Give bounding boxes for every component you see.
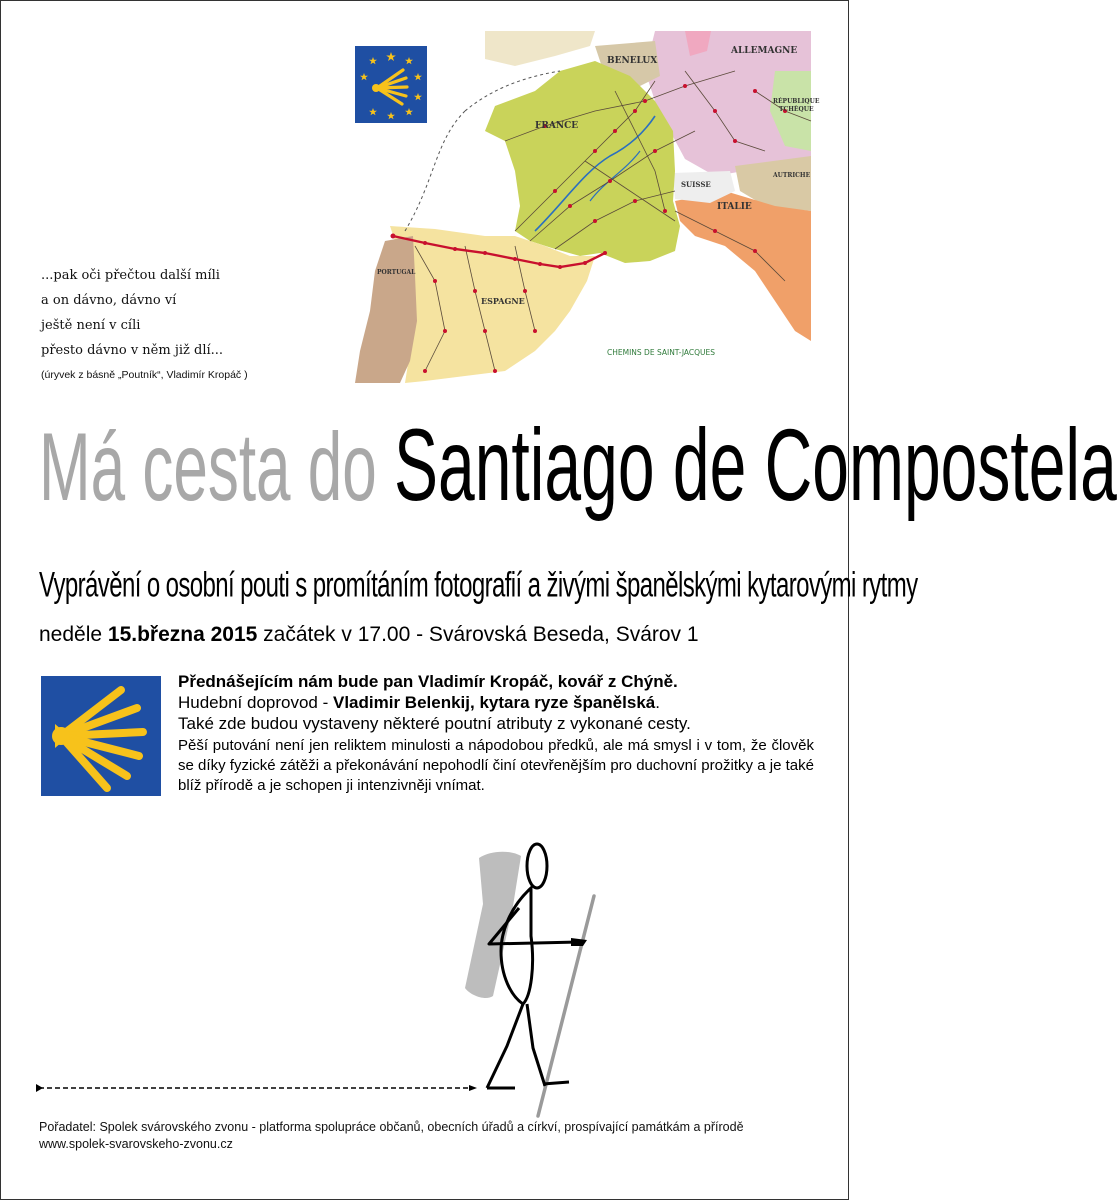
music-suffix: . [655, 693, 660, 712]
footer [39, 1119, 744, 1153]
title-block [39, 406, 1117, 543]
label-suisse: SUISSE [681, 180, 711, 189]
camino-map [355, 31, 820, 383]
title-main: Santiago de Compostela [393, 406, 1117, 522]
scallop-shell-icon [41, 676, 161, 796]
poem-line: ještě není v cíli [41, 318, 141, 333]
exhibit-line: Také zde budou vystaveny některé poutní atributy z vykonané cesty. [178, 714, 691, 733]
poem [41, 263, 223, 363]
music-prefix: Hudební doprovod - [178, 693, 333, 712]
label-france: FRANCE [535, 121, 579, 131]
title-prefix: Má cesta do [39, 414, 394, 522]
label-espagne: ESPAGNE [481, 296, 525, 306]
dateline-time-place: začátek v 17.00 - Svárovská Beseda, Svárov 1 [257, 623, 699, 646]
poem-line: ...pak oči přečtou další míli [41, 268, 220, 283]
footer-organizer: Pořadatel: Spolek svárovského zvonu - platforma spolupráce občanů, obecních úřadů a církví, prospívající památkám a přírodě [39, 1120, 744, 1134]
poem-source: (úryvek z básně „Poutník“, Vladimír Kropáč ) [41, 369, 248, 381]
poem-line: přesto dávno v něm již dlí... [41, 343, 224, 358]
event-details [178, 671, 814, 796]
pilgrim-walker-illustration [31, 836, 821, 1126]
label-tcheque: TCHÈQUE [779, 106, 814, 113]
label-allemagne: ALLEMAGNE [731, 46, 798, 56]
poem-line: a on dávno, dávno ví [41, 293, 177, 308]
label-italie: ITALIE [717, 202, 752, 212]
subtitle-block [39, 566, 918, 613]
label-autriche: AUTRICHE [773, 172, 811, 179]
eu-scallop-shell-icon [355, 46, 427, 123]
label-portugal: PORTUGAL [377, 269, 416, 276]
map-caption: CHEMINS DE SAINT-JACQUES [607, 348, 716, 357]
music-name: Vladimir Belenkij, kytara ryze španělská [333, 693, 656, 712]
dateline-date: 15.března 2015 [107, 623, 258, 646]
label-republique: RÉPUBLIQUE [773, 98, 820, 105]
reflection-paragraph: Pěší putování není jen reliktem minulosti a nápodobou předků, ale má smysl i v tom, že člověk se díky fyzické zátěži a překonávání nepohodlí činí otevřenějším pro duchovní prožitky a je také blíž přírodě a je schopen ji intenzivněji vnímat. [178, 737, 814, 794]
page-title [39, 406, 1117, 522]
label-benelux: BENELUX [607, 56, 658, 66]
speaker-line: Přednášejícím nám bude pan Vladimír Kropáč, kovář z Chýně. [178, 672, 678, 691]
music-line [178, 692, 814, 713]
dateline-day: neděle [39, 623, 108, 646]
event-dateline [39, 623, 819, 647]
footer-url[interactable]: www.spolek-svarovskeho-zvonu.cz [39, 1137, 233, 1151]
subtitle: Vyprávění o osobní pouti s promítáním fotografií a živými španělskými kytarovými rytmy [39, 566, 918, 606]
